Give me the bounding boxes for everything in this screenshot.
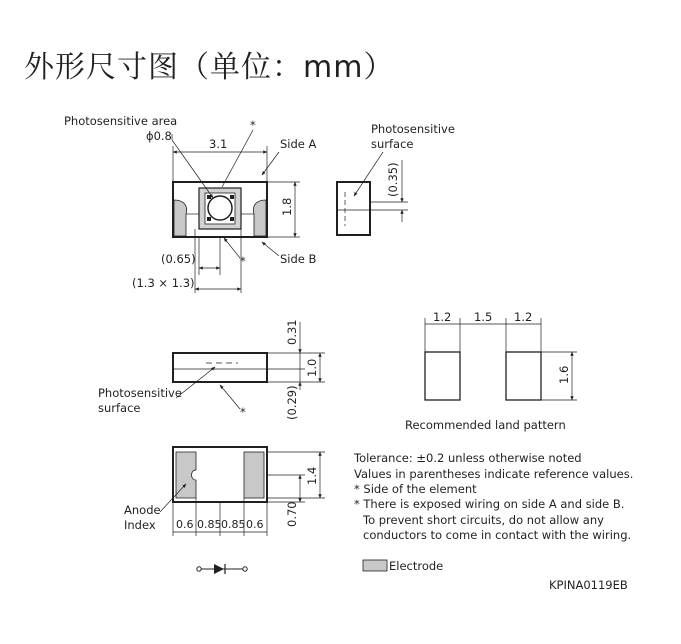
dim-d2: 0.85: [197, 518, 222, 531]
front-surface-line1: Photosensitive: [98, 386, 182, 400]
width-dim: 3.1: [209, 137, 228, 151]
dim-d1: 0.6: [176, 518, 194, 531]
land-caption: Recommended land pattern: [405, 418, 566, 432]
electrode-swatch: [363, 560, 387, 571]
land-pattern: [405, 310, 577, 432]
pad-height-dim: 1.4: [305, 466, 319, 485]
right-pad: [253, 200, 266, 236]
depth-dim: (0.35): [386, 162, 400, 197]
note-line5: To prevent short circuits, do not allow any: [363, 513, 604, 527]
window-dim: (1.3 × 1.3): [132, 276, 195, 290]
side-a-label: Side A: [280, 137, 317, 151]
electrode-label: Electrode: [389, 559, 444, 573]
top-view: [64, 114, 317, 293]
anode-label-line2: Index: [124, 518, 156, 532]
note-line2: Values in parentheses indicate reference values.: [354, 467, 634, 481]
land-w1: 1.2: [433, 310, 452, 324]
side-surface-line1: Photosensitive: [371, 122, 455, 136]
package-outline-front: [173, 353, 267, 382]
dim-d4: 0.6: [246, 518, 264, 531]
note-line3: * Side of the element: [354, 482, 477, 496]
thickness-dim: 1.0: [305, 358, 319, 377]
notes: [353, 451, 633, 542]
front-view: [98, 319, 325, 420]
dim-d3: 0.85: [221, 518, 246, 531]
left-pad: [174, 200, 187, 236]
note-line4: * There is exposed wiring on side A and side B.: [354, 497, 625, 511]
side-surface-line2: surface: [371, 137, 414, 151]
land-height: 1.6: [557, 365, 571, 384]
diameter-label: ϕ0.8: [146, 129, 172, 143]
legend: [363, 559, 443, 573]
land-pad-right: [506, 352, 541, 400]
land-gap: 1.5: [474, 310, 493, 324]
bottom-dim: (0.29): [285, 385, 299, 420]
side-b-label: Side B: [280, 252, 317, 266]
diode-symbol-icon: [197, 564, 247, 574]
cathode-pad: [244, 452, 264, 498]
front-star: *: [240, 405, 246, 419]
top-dim: 0.31: [285, 319, 299, 345]
star-bottom: *: [240, 254, 246, 268]
land-pad-left: [425, 352, 460, 400]
note-line6: conductors to come in contact with the wiring.: [363, 528, 632, 542]
page-title: 外形尺寸图（单位：mm）: [24, 50, 395, 85]
offset-dim: (0.65): [161, 252, 196, 266]
star-top: *: [250, 118, 256, 132]
anode-label-line1: Anode: [124, 503, 161, 517]
bottom-view: [124, 447, 325, 536]
package-outline-side: [337, 182, 370, 235]
height-dim: 1.8: [280, 197, 294, 216]
front-surface-line2: surface: [98, 401, 141, 415]
pad-offset-dim: 0.70: [285, 501, 299, 527]
drawing-code: KPINA0119EB: [549, 578, 628, 592]
land-w2: 1.2: [514, 310, 533, 324]
photosensitive-area-circle: [208, 196, 232, 220]
photosensitive-area-label: Photosensitive area: [64, 114, 178, 128]
side-view: [337, 122, 455, 235]
note-line1: Tolerance: ±0.2 unless otherwise noted: [354, 451, 582, 465]
